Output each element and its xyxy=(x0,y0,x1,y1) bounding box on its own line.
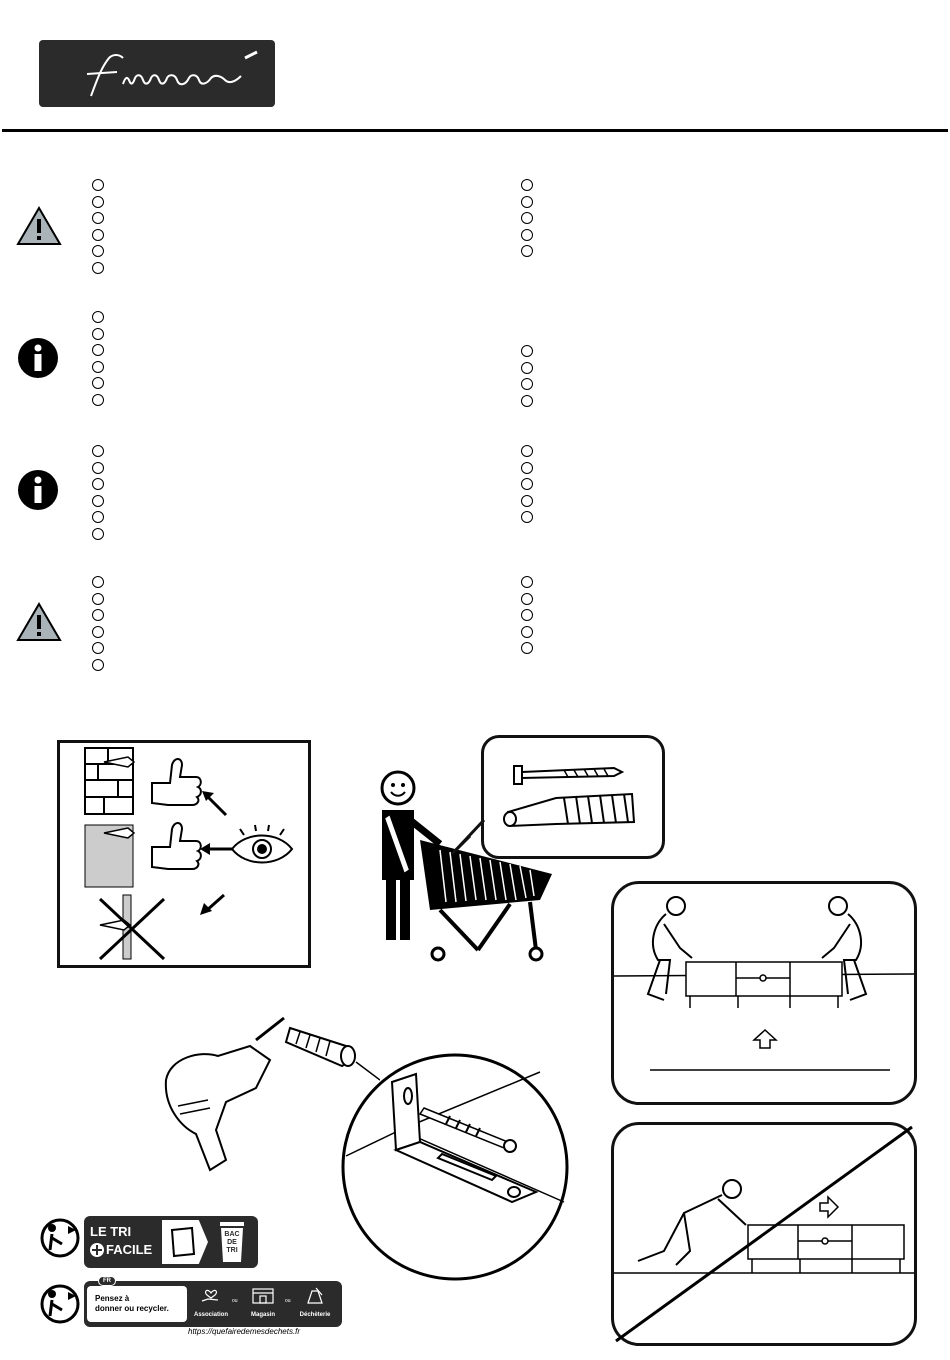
person-pushing-icon xyxy=(638,1180,746,1265)
brand-logo xyxy=(39,40,275,107)
brick-wall-icon xyxy=(85,748,134,814)
plus-icon xyxy=(90,1243,104,1257)
option-decheterie: Déchèterie xyxy=(299,1312,331,1318)
bin-line1: BAC xyxy=(224,1231,240,1238)
separator: ou xyxy=(285,1298,291,1304)
bin-icon xyxy=(218,1220,246,1264)
option-magasin: Magasin xyxy=(250,1312,275,1318)
bin-line2: DE xyxy=(227,1239,237,1246)
store-icon xyxy=(250,1285,276,1305)
tri-line1: LE TRI xyxy=(90,1224,132,1239)
arrow-icon xyxy=(200,843,232,855)
waste-center-icon xyxy=(302,1285,328,1305)
arrow-icon xyxy=(202,791,226,815)
triman-icon xyxy=(38,1282,82,1326)
bubble-tail xyxy=(448,820,488,860)
bullet-list xyxy=(92,576,106,676)
wall-plug-icon xyxy=(504,794,634,826)
no-thin-wall-icon xyxy=(100,895,164,959)
sideboard-icon xyxy=(686,962,842,1008)
thumbs-up-icon xyxy=(152,759,201,805)
thumbs-up-icon xyxy=(152,823,201,869)
screw-icon xyxy=(514,766,622,784)
bullet-list xyxy=(92,445,106,545)
donate-recycle-label xyxy=(84,1278,342,1327)
bracket-detail-circle xyxy=(340,1052,570,1282)
bullet-list xyxy=(92,311,106,411)
bullet-list xyxy=(521,345,535,411)
right-arrow-icon xyxy=(820,1197,838,1217)
option-association: Association xyxy=(193,1312,228,1318)
eye-icon xyxy=(232,825,292,863)
arrow-icon xyxy=(200,895,224,915)
hardware-bubble xyxy=(481,735,665,859)
bin-line3: TRI xyxy=(226,1247,238,1254)
triman-icon xyxy=(38,1216,82,1260)
le-tri-facile-label xyxy=(84,1216,258,1268)
sideboard-icon xyxy=(748,1225,904,1273)
drywall-icon xyxy=(85,825,134,887)
country-badge: FR xyxy=(98,1276,116,1286)
bullet-list xyxy=(521,445,535,528)
bullet-list xyxy=(92,179,106,279)
message-line2: donner ou recycler. xyxy=(95,1304,169,1313)
bullet-list xyxy=(521,576,535,659)
separator: ou xyxy=(232,1298,238,1304)
message-line1: Pensez à xyxy=(95,1294,130,1303)
up-arrow-icon xyxy=(754,1030,776,1048)
recycling-url: https://quefairedemesdechets.fr xyxy=(188,1327,301,1336)
lift-correctly-panel xyxy=(611,881,917,1105)
info-icon xyxy=(17,469,59,511)
do-not-drag-panel xyxy=(611,1122,917,1346)
bullet-list xyxy=(521,179,535,262)
tri-line2: FACILE xyxy=(106,1242,153,1257)
hand-heart-icon xyxy=(198,1285,224,1305)
warning-icon xyxy=(16,206,62,246)
paper-icon xyxy=(162,1220,208,1264)
header-rule xyxy=(2,129,948,132)
info-icon xyxy=(17,337,59,379)
logo-script xyxy=(39,40,275,107)
wall-type-panel xyxy=(57,740,311,968)
warning-icon xyxy=(16,602,62,642)
